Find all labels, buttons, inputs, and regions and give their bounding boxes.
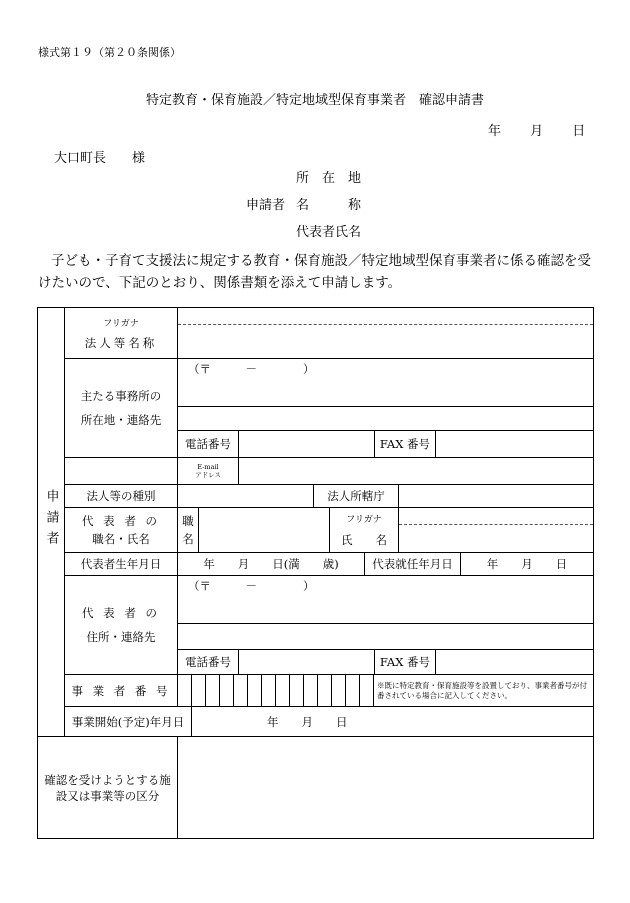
office-phone-label: 電話番号 — [178, 431, 239, 457]
business-number-digit-7[interactable] — [262, 675, 276, 707]
corp-type-field[interactable] — [178, 485, 314, 507]
start-date-field[interactable]: 年 月 日 — [192, 707, 594, 737]
application-date — [488, 120, 585, 139]
email-field[interactable] — [239, 458, 594, 484]
corp-name-furigana-field[interactable] — [178, 308, 593, 325]
business-number-note: ※既に特定教育・保育施設等を設置しており、事業者番号が付番されている場合に記入してください。 — [374, 675, 594, 707]
rep-birth-field[interactable]: 年 月 日(満 歳) — [178, 553, 365, 575]
business-number-label: 事 業 者 番 号 — [65, 675, 178, 707]
rep-phone-label: 電話番号 — [178, 650, 239, 674]
office-fax-field[interactable] — [436, 431, 594, 457]
business-number-digit-2[interactable] — [192, 675, 206, 707]
applicant-vertical-label: 申請者 — [38, 308, 65, 737]
office-contact-row — [178, 431, 594, 458]
business-number-digit-5[interactable] — [234, 675, 248, 707]
corp-type-row — [178, 485, 594, 508]
document-title: 特定教育・保育施設／特定地域型保育事業者 確認申請書 — [145, 93, 484, 108]
jurisdiction-label: 法人所轄庁 — [314, 485, 399, 507]
rep-title-field[interactable] — [199, 508, 330, 552]
rep-fax-label: FAX 番号 — [375, 650, 436, 674]
business-number-digit-6[interactable] — [248, 675, 262, 707]
corp-name-label-cell: フリガナ 法人等名称 — [65, 308, 178, 359]
business-number-digit-11[interactable] — [318, 675, 332, 707]
business-number-digit-3[interactable] — [206, 675, 220, 707]
office-phone-field[interactable] — [239, 431, 375, 457]
rep-furigana-field[interactable] — [399, 508, 593, 525]
rep-name-row — [178, 508, 594, 553]
business-number-digit-1[interactable] — [178, 675, 192, 707]
rep-address-field[interactable]: （〒 － ） — [178, 576, 594, 624]
corp-type-label: 法人等の種別 — [65, 485, 178, 508]
rep-phone-field[interactable] — [239, 650, 375, 674]
office-address-line2[interactable] — [178, 407, 594, 431]
rep-fax-field[interactable] — [436, 650, 594, 674]
rep-tenure-label: 代表就任年月日 — [365, 553, 461, 575]
business-number-digit-13[interactable] — [346, 675, 360, 707]
form-number-label: 様式第１９（第２０条関係） — [38, 46, 181, 59]
applicant-label: 申請者 — [246, 198, 286, 213]
start-date-label: 事業開始(予定)年月日 — [65, 707, 192, 737]
rep-address-label: 代 表 者 の 住所・連絡先 — [65, 576, 178, 675]
business-number-digit-4[interactable] — [220, 675, 234, 707]
category-label: 確認を受けようとする施設又は事業等の区分 — [38, 737, 178, 839]
rep-address-line2[interactable] — [178, 624, 594, 650]
date-day: 日 — [572, 124, 586, 139]
addressee: 大口町長 様 — [54, 151, 146, 166]
email-label: E-mail アドレス — [178, 458, 239, 484]
rep-name-label: 代 表 者 の 職名・氏名 — [65, 508, 178, 553]
representative-name-label: 代表者氏名 — [296, 225, 362, 240]
corp-name-field[interactable] — [178, 308, 594, 359]
business-number-digit-10[interactable] — [304, 675, 318, 707]
rep-title-label: 職 名 — [178, 508, 199, 552]
office-label-cell: 主たる事務所の 所在地・連絡先 — [65, 359, 178, 458]
rep-tenure-field[interactable]: 年 月 日 — [486, 557, 568, 571]
business-number-digit-14[interactable] — [360, 675, 374, 707]
business-number-digit-9[interactable] — [290, 675, 304, 707]
rep-birth-label: 代表者生年月日 — [65, 553, 178, 576]
rep-person-field[interactable] — [399, 508, 594, 552]
office-fax-label: FAX 番号 — [375, 431, 436, 457]
email-spacer — [65, 458, 178, 485]
rep-contact-row — [178, 650, 594, 675]
business-number-digit-12[interactable] — [332, 675, 346, 707]
email-row — [178, 458, 594, 485]
rep-person-label: フリガナ 氏 名 — [330, 508, 399, 552]
rep-date-row — [178, 553, 594, 576]
application-statement: 子ども・子育て支援法に規定する教育・保育施設／特定地域型保育事業者に係る確認を受けたいので、下記のとおり、関係書類を添えて申請します。 — [38, 253, 591, 291]
application-form-table — [37, 307, 594, 839]
office-address-field[interactable]: （〒 － ） — [178, 359, 594, 407]
business-number-digit-8[interactable] — [276, 675, 290, 707]
date-month: 月 — [530, 124, 544, 139]
category-field[interactable] — [178, 737, 594, 839]
jurisdiction-field[interactable] — [399, 485, 594, 507]
date-year: 年 — [488, 124, 502, 139]
applicant-name-label: 名 称 — [296, 198, 362, 213]
applicant-address-label: 所 在 地 — [296, 171, 362, 186]
